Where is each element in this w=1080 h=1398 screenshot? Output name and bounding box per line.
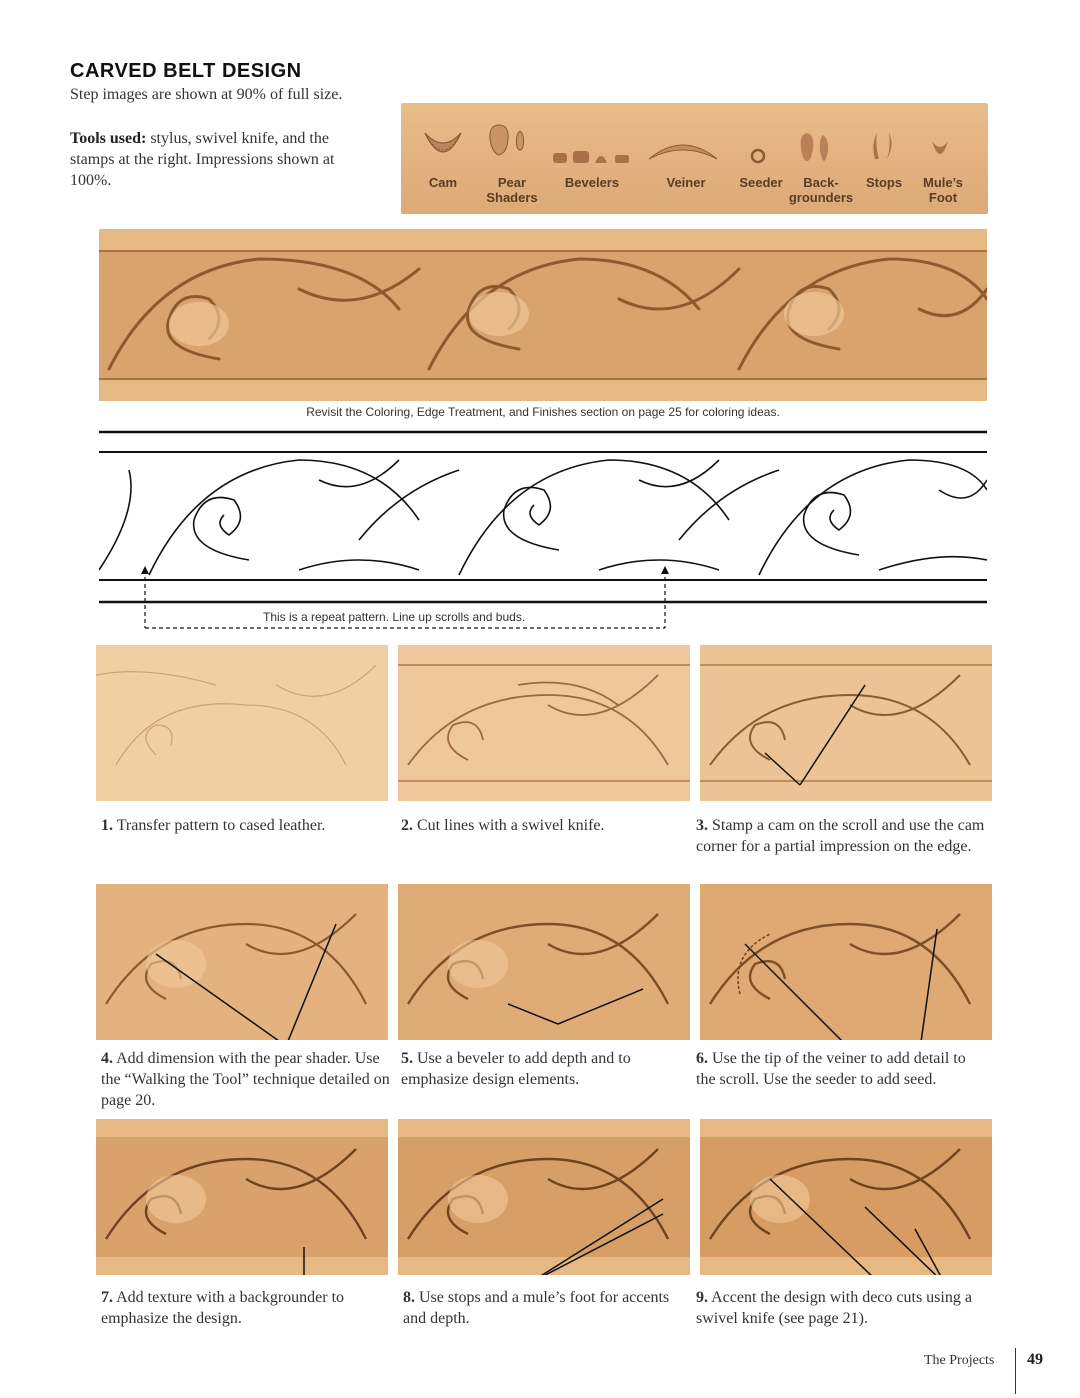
tools-used-label: Tools used: — [70, 130, 147, 147]
step-8-caption: 8. Use stops and a mule’s foot for accents and depth. — [403, 1289, 670, 1327]
step-1-artwork — [96, 645, 388, 801]
step-5-artwork — [398, 884, 690, 1040]
cam-stamp-icon — [421, 123, 465, 167]
stamp-label-bevelers: Bevelers — [564, 175, 620, 190]
step-1-caption: 1. Transfer pattern to cased leather. — [101, 817, 326, 834]
step-4-caption: 4. Add dimension with the pear shader. Use the “Walking the Tool” technique detailed on page 20. — [101, 1050, 390, 1109]
step-3-artwork — [700, 645, 992, 801]
footer-divider — [1015, 1348, 1016, 1394]
repeat-pattern-caption: This is a repeat pattern. Line up scrolls and buds. — [263, 610, 526, 624]
tools-used-text: stylus, swivel knife, and the stamps at the right. Impressions shown at 100%. — [70, 130, 335, 189]
stamp-label-veiner: Veiner — [666, 175, 706, 190]
stamp-label-seeder: Seeder — [739, 175, 783, 190]
page-subtitle: Step images are shown at 90% of full size. — [70, 86, 343, 103]
line-pattern-drawing — [99, 430, 987, 606]
step-3-caption: 3. Stamp a cam on the scroll and use the cam corner for a partial impression on the edge. — [696, 817, 985, 855]
scroll-pattern-outline — [99, 430, 987, 630]
step-2-artwork — [398, 645, 690, 801]
step-4-artwork — [96, 884, 388, 1040]
stamp-label-stops: Stops — [865, 175, 903, 190]
stamp-label-cam: Cam — [428, 175, 458, 190]
carved-scroll-artwork — [99, 229, 987, 401]
step-6-artwork — [700, 884, 992, 1040]
step-5-caption: 5. Use a beveler to add depth and to emphasize design elements. — [401, 1050, 631, 1088]
pear-shader-icon — [487, 123, 533, 169]
backgrounder-icon — [797, 131, 833, 165]
stamp-label-backgrounders: Back- grounders — [788, 175, 854, 205]
stamps-panel — [401, 103, 988, 214]
stop-icon — [869, 131, 897, 163]
step-2-photo — [398, 645, 690, 801]
seeder-icon — [749, 147, 767, 165]
step-6-photo — [700, 884, 992, 1040]
step-5-photo — [398, 884, 690, 1040]
mules-foot-icon — [929, 137, 951, 163]
veiner-icon — [645, 133, 721, 163]
step-7-caption: 7. Add texture with a backgrounder to emphasize the design. — [101, 1289, 345, 1327]
stamp-label-mules-foot: Mule’s Foot — [923, 175, 963, 205]
step-9-photo — [700, 1119, 992, 1275]
finished-belt-photo — [99, 229, 987, 401]
step-4-photo — [96, 884, 388, 1040]
step-2-caption: 2. Cut lines with a swivel knife. — [401, 817, 605, 834]
step-8-artwork — [398, 1119, 690, 1275]
beveler-icon — [551, 147, 635, 167]
stamp-label-pear-shaders: Pear Shaders — [486, 175, 538, 205]
step-7-photo — [96, 1119, 388, 1275]
step-9-caption: 9. Accent the design with deco cuts using a swivel knife (see page 21). — [696, 1289, 972, 1327]
page-number: 49 — [1027, 1351, 1043, 1368]
step-9-artwork — [700, 1119, 992, 1275]
step-1-photo — [96, 645, 388, 801]
footer-section-label: The Projects — [924, 1353, 995, 1368]
tools-used-paragraph — [70, 128, 370, 191]
step-7-artwork — [96, 1119, 388, 1275]
page-title: CARVED BELT DESIGN — [70, 60, 302, 82]
belt-caption: Revisit the Coloring, Edge Treatment, and Finishes section on page 25 for coloring ideas. — [306, 405, 780, 419]
step-6-caption: 6. Use the tip of the veiner to add detail to the scroll. Use the seeder to add seed. — [696, 1050, 966, 1088]
step-3-photo — [700, 645, 992, 801]
step-8-photo — [398, 1119, 690, 1275]
